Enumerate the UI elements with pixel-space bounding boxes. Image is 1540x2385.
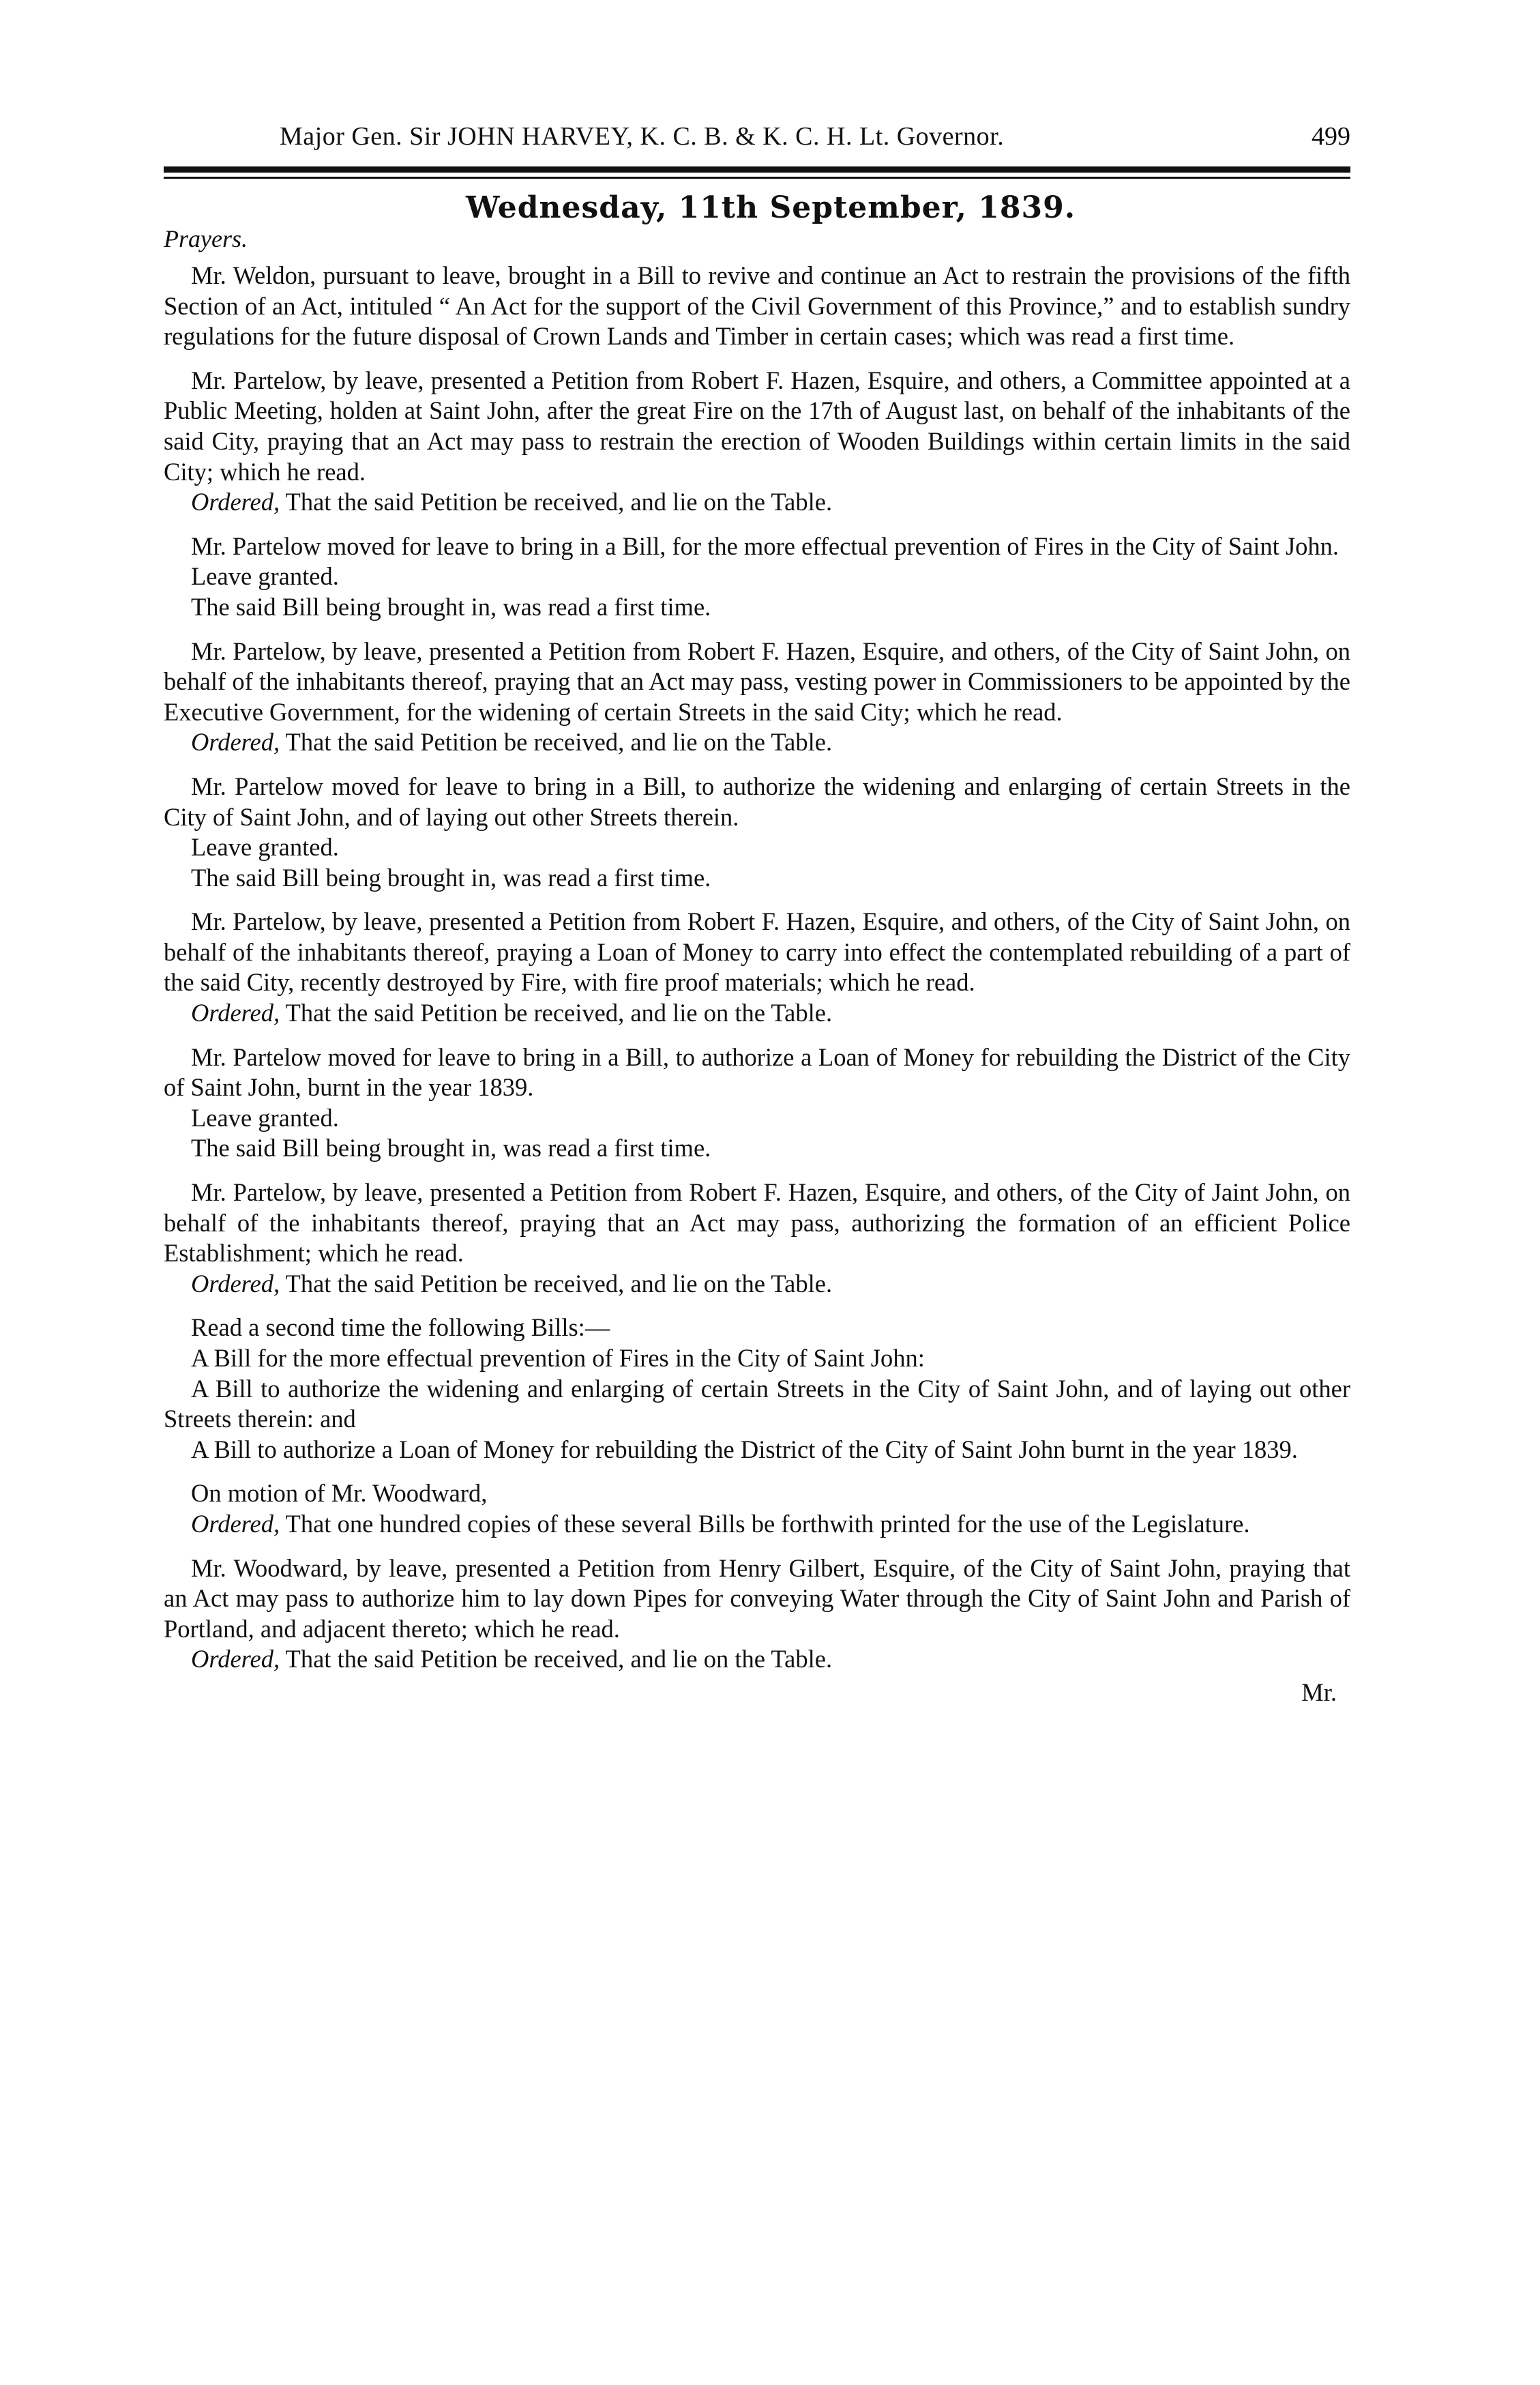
running-head [164,116,1350,157]
ordered-line [164,487,1350,518]
first-reading-line: The said Bill being brought in, was read a first time. [191,863,711,892]
ordered-word: Ordered, [191,728,280,757]
entry-bill-widening-streets [164,772,1350,893]
ordered-text: That the said Petition be received, and lie on the Table. [280,1645,833,1673]
bill-list-item: A Bill for the more effectual prevention of Fires in the City of Saint John: [191,1344,925,1372]
entry-paragraph: Mr. Woodward, by leave, presented a Petition from Henry Gilbert, Esquire, of the City of Saint John, praying that an Act may pass to authorize him to lay down Pipes for conveying Water through the City of Saint John and Parish of Portland, and adjacent thereto; which he read. [164,1553,1350,1643]
entry-paragraph: Mr. Partelow, by leave, presented a Petition from Robert F. Hazen, Esquire, and others, a Committee appointed at a Public Meeting, holden at Saint John, after the great Fire on the 17th of August last, on behalf of the inhabitants of the said City, praying that an Act may pass to restrain the erection of Wooden Buildings within certain limits in the said City; which he read. [164,366,1350,486]
ordered-line [164,1269,1350,1300]
ordered-line [164,1509,1350,1540]
prayers-label: Prayers. [164,225,248,252]
journal-page [164,116,1350,1708]
running-head-title: Major Gen. Sir JOHN HARVEY, K. C. B. & K. C. H. Lt. Governor. [280,122,1005,151]
entry-petition-loan [164,907,1350,1028]
first-reading-line: The said Bill being brought in, was read a first time. [191,592,711,621]
header-rule-thin [164,177,1350,179]
ordered-word: Ordered, [191,999,280,1027]
entry-petition-water-pipes [164,1553,1350,1675]
entry-paragraph: Mr. Partelow moved for leave to bring in a Bill, to authorize the widening and enlarging of certain Streets in the City of Saint John, and of laying out other Streets therein. [164,772,1350,831]
entry-paragraph: Mr. Weldon, pursuant to leave, brought in a Bill to revive and continue an Act to restrain the provisions of the fifth Section of an Act, intituled “ An Act for the support of the Civil Government of this Province,” and to establish sundry regulations for the future disposal of Crown Lands and Timber in certain cases; which was read a first time. [164,261,1350,351]
entry-petition-police [164,1177,1350,1299]
entry-petition-widening-streets [164,637,1350,758]
ordered-word: Ordered, [191,1509,280,1538]
ordered-text: That the said Petition be received, and lie on the Table. [280,488,833,516]
header-rule-thick [164,166,1350,173]
catchword: Mr. [1301,1678,1337,1706]
ordered-word: Ordered, [191,1269,280,1298]
entry-paragraph: Mr. Partelow, by leave, presented a Petition from Robert F. Hazen, Esquire, and others, of the City of Saint John, on behalf of the inhabitants thereof, praying that an Act may pass, vesting power in Commissioners to be appointed by the Executive Government, for the widening of certain Streets in the said City; which he read. [164,637,1350,726]
ordered-text: That one hundred copies of these several Bills be forthwith printed for the use of the Legislature. [280,1509,1250,1538]
bill-list-item: A Bill to authorize a Loan of Money for rebuilding the District of the City of Saint John burnt in the year 1839. [191,1435,1298,1463]
leave-granted-line: Leave granted. [191,562,339,591]
bill-list-item: A Bill to authorize the widening and enlarging of certain Streets in the City of Saint John, and of laying out other Streets therein: and [164,1374,1350,1433]
entry-bill-fires [164,531,1350,623]
entry-motion-woodward [164,1478,1350,1539]
entry-paragraph: Mr. Partelow moved for leave to bring in a Bill, for the more effectual prevention of Fires in the City of Saint John. [191,531,1339,560]
ordered-line [164,998,1350,1029]
ordered-word: Ordered, [191,488,280,516]
journal-body [164,261,1350,1675]
date-heading: Wednesday, 11th September, 1839. [465,190,1076,225]
entry-paragraph: Mr. Partelow, by leave, presented a Petition from Robert F. Hazen, Esquire, and others, of the City of Jaint John, on behalf of the inhabitants thereof, praying that an Act may pass, authorizing the formation of an efficient Police Establishment; which he read. [164,1178,1350,1268]
ordered-word: Ordered, [191,1645,280,1673]
entry-paragraph: On motion of Mr. Woodward, [191,1479,488,1508]
entry-paragraph: Mr. Partelow, by leave, presented a Petition from Robert F. Hazen, Esquire, and others, of the City of Saint John, on behalf of the inhabitants thereof, praying a Loan of Money to carry into effect the contemplated rebuilding of a part of the said City, recently destroyed by Fire, with fire proof materials; which he read. [164,907,1350,997]
ordered-text: That the said Petition be received, and lie on the Table. [280,999,833,1027]
page-number: 499 [1312,122,1350,151]
first-reading-line: The said Bill being brought in, was read a first time. [191,1134,711,1162]
entry-second-reading [164,1313,1350,1465]
entry-petition-wooden-buildings [164,366,1350,518]
ordered-line [164,727,1350,758]
entry-paragraph: Mr. Partelow moved for leave to bring in a Bill, to authorize a Loan of Money for rebuilding the District of the City of Saint John, burnt in the year 1839. [164,1042,1350,1102]
entry-paragraph: Read a second time the following Bills:— [191,1313,610,1342]
ordered-line [164,1644,1350,1675]
leave-granted-line: Leave granted. [191,833,339,862]
ordered-text: That the said Petition be received, and lie on the Table. [280,728,833,757]
entry-bill-loan [164,1042,1350,1164]
leave-granted-line: Leave granted. [191,1103,339,1132]
entry-weldon-bill [164,261,1350,352]
ordered-text: That the said Petition be received, and lie on the Table. [280,1269,833,1298]
